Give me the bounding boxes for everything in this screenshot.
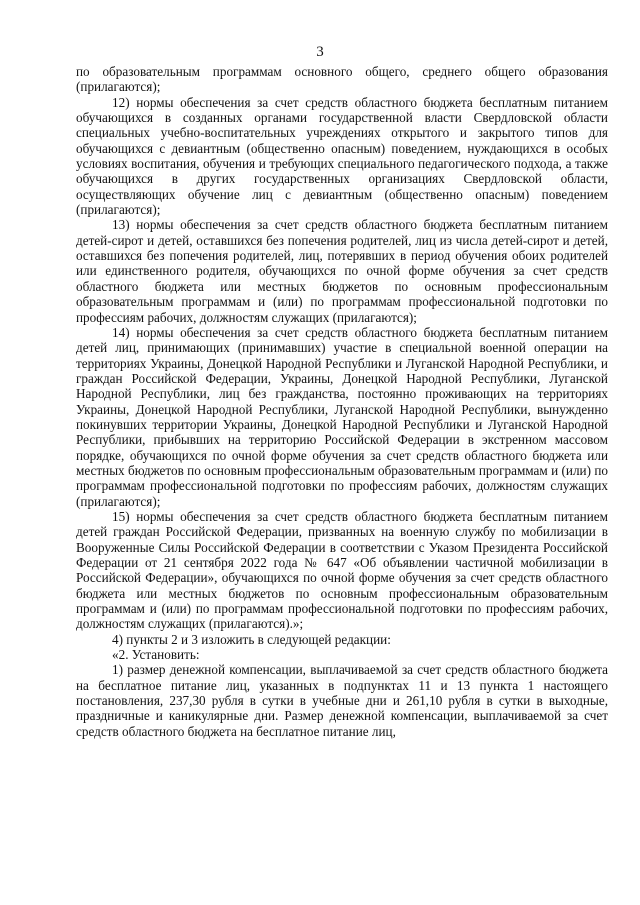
paragraph-item-12: 12) нормы обеспечения за счет средств областного бюджета бесплатным питанием обучающихся в созданных органами государственной власти Свердловской области специальных учебно-воспитательных учреждениях открытого и закрытого типов для обучающихся с девиантным (общественно опасным) поведением, нуждающихся в особых условиях воспитания, обучения и требующих специального педагогического подхода, а также обучающихся в других государственных организациях Свердловской области, осуществляющих обучение лиц с девиантным (общественно опасным) поведением (прилагаются);	[76, 94, 608, 218]
paragraph-item-13: 13) нормы обеспечения за счет средств областного бюджета бесплатным питанием детей-сирот и детей, оставшихся без попечения родителей, лиц из числа детей-сирот и детей, оставшихся без попечения родителей, лиц, потерявших в период обучения обоих родителей или единственного родителя, обучающихся по очной форме обучения за счет средств областного бюджета или местных бюджетов по основным профессиональным образовательным программам и (или) по программам профессиональной подготовки по профессиям рабочих, должностям служащих (прилагаются);	[76, 217, 608, 325]
paragraph-continuation: по образовательным программам основного общего, среднего общего образования (прилагаются);	[76, 64, 608, 95]
paragraph-item-15: 15) нормы обеспечения за счет средств областного бюджета бесплатным питанием детей граждан Российской Федерации, призванных на военную службу по мобилизации в Вооруженные Силы Российской Федерации в соответствии с Указом Президента Российской Федерации от 21 сентября 2022 года № 647 «Об объявлении частичной мобилизации в Российской Федерации», обучающихся по очной форме обучения за счет средств областного бюджета или местных бюджетов по основным профессиональным образовательным программам и (или) по программам профессиональной подготовки по профессиям рабочих, должностям служащих (прилагаются).»;	[76, 508, 608, 632]
paragraph-subitem-1: 1) размер денежной компенсации, выплачиваемой за счет средств областного бюджета на бесплатное питание лиц, указанных в подпунктах 11 и 13 пункта 1 настоящего постановления, 237,30 рубля в сутки в учебные дни и 261,10 рубля в сутки в выходные, праздничные и каникулярные дни. Размер денежной компенсации, выплачиваемой за счет средств областного бюджета на бесплатное питание лиц,	[76, 662, 608, 739]
paragraph-section-2-heading: «2. Установить:	[112, 647, 200, 663]
paragraph-item-14: 14) нормы обеспечения за счет средств областного бюджета бесплатным питанием детей лиц, принимающих (принимавших) участие в специальной военной операции на территориях Украины, Донецкой Народной Республики и Луганской Народной Республики, и граждан Российской Федерации, Украины, Донецкой Народной Республики, Луганской Народной Республики, лиц без гражданства, постоянно проживающих на территориях Украины, Донецкой Народной Республики, Луганской Народной Республики, вынужденно покинувших территории Украины, Донецкой Народной Республики и Луганской Народной Республики, прибывших на территорию Российской Федерации в экстренном массовом порядке, обучающихся по очной форме обучения за счет средств областного бюджета или местных бюджетов по основным профессиональным образовательным программам и (или) по программам профессиональной подготовки по профессиям рабочих, должностям служащих (прилагаются);	[76, 324, 608, 509]
page-number: 3	[316, 44, 324, 60]
paragraph-amendment-4: 4) пункты 2 и 3 изложить в следующей редакции:	[112, 631, 391, 647]
document-body	[76, 64, 608, 739]
